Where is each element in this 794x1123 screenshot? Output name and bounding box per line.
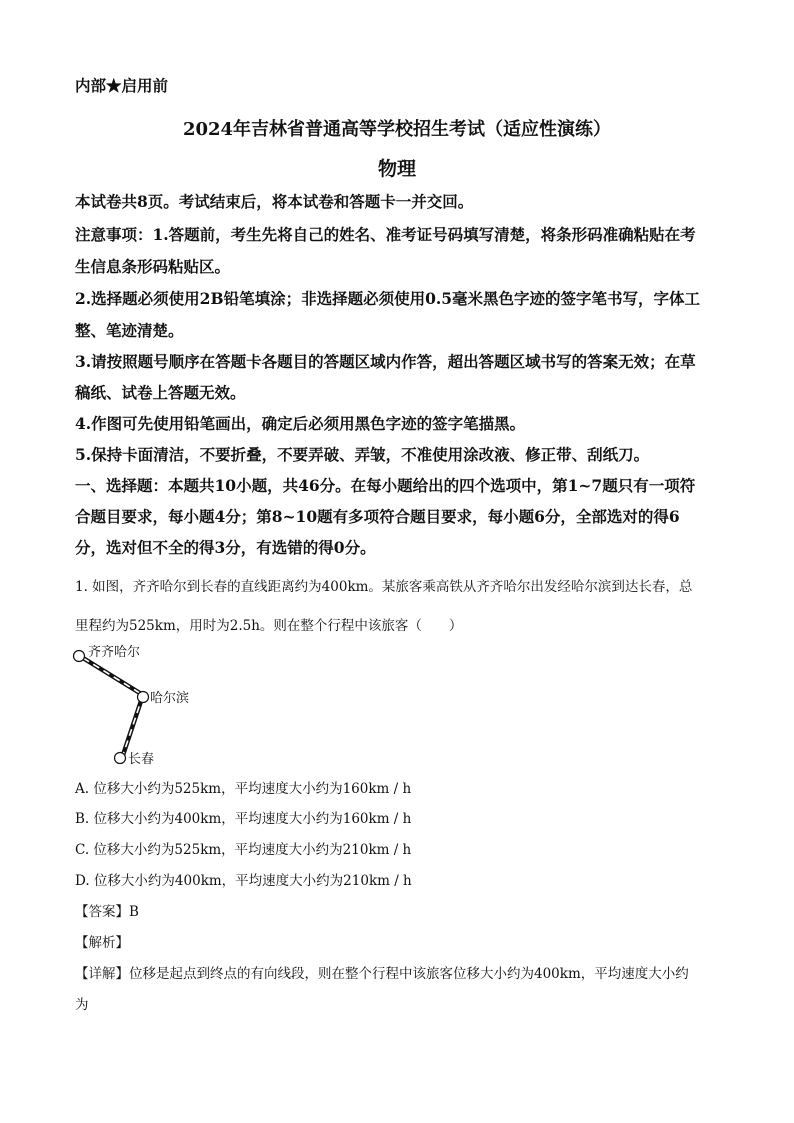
detail-line-1: 【详解】位移是起点到终点的有向线段，则在整个行程中该旅客位移大小约为400km，平均速度大小约 [75,966,689,982]
exam-title: 2024年吉林省普通高等学校招生考试（适应性演练） [182,119,612,140]
answer-label: 【答案】B [75,904,139,920]
railway-track-qiqihar-harbin [83,658,143,695]
option-b: B. 位移大小约为400km，平均速度大小约为160km / h [75,811,412,827]
note-3-line-1: 3.请按照题号顺序在答题卡各题目的答题区域内作答，超出答题区域书写的答案无效；在草 [75,352,696,371]
note-2-line-2: 整、笔迹清楚。 [75,321,184,340]
changchun-station-marker [115,753,126,764]
option-d: D. 位移大小约为400km，平均速度大小约为210km / h [75,873,412,889]
detail-line-2: 为 [75,997,89,1013]
section-heading-line-2: 合题目要求，每小题4分；第8~10题有多项符合题目要求，每小题6分，全部选对的得6 [75,507,680,526]
option-c: C. 位移大小约为525km，平均速度大小约为210km / h [75,842,412,858]
analysis-label: 【解析】 [75,935,129,951]
section-heading-line-3: 分，选对但不全的得3分，有选错的得0分。 [75,538,376,557]
question-1-stem-line-2: 里程约为525km，用时为2.5h。则在整个行程中该旅客（ ） [75,618,463,634]
notes-line-1: 注意事项：1.答题前，考生先将自己的姓名、准考证号码填写清楚，将条形码准确粘贴在考 [75,225,696,244]
city-label-changchun: 长春 [128,752,155,767]
city-label-harbin: 哈尔滨 [150,691,190,706]
exam-intro: 本试卷共8页。考试结束后，将本试卷和答题卡一并交回。 [75,192,474,211]
note-4: 4.作图可先使用铅笔画出，确定后必须用黑色字迹的签字笔描黑。 [75,414,526,433]
railway-track-harbin-changchun [123,695,143,755]
note-5: 5.保持卡面清洁，不要折叠，不要弄破、弄皱，不准使用涂改液、修正带、刮纸刀。 [75,445,650,464]
qiqihar-station-marker [74,651,85,662]
railway-diagram [70,642,210,768]
section-heading-line-1: 一、选择题：本题共10小题，共46分。在每小题给出的四个选项中，第1~7题只有一项符 [75,476,696,495]
notes-line-2: 生信息条形码粘贴区。 [75,257,231,276]
confidential-label: 内部★启用前 [75,76,169,95]
note-2-line-1: 2.选择题必须使用2B铅笔填涂；非选择题必须使用0.5毫米黑色字迹的签字笔书写，字体工 [75,289,701,308]
note-3-line-2: 稿纸、试卷上答题无效。 [75,383,246,402]
option-a: A. 位移大小约为525km，平均速度大小约为160km / h [75,781,412,797]
question-1-stem-line-1: 1. 如图，齐齐哈尔到长春的直线距离约为400km。某旅客乘高铁从齐齐哈尔出发经哈尔滨到达长春，总 [75,579,693,595]
harbin-station-marker [138,692,149,703]
city-label-qiqihar: 齐齐哈尔 [88,645,141,660]
subject-title: 物理 [377,158,416,180]
